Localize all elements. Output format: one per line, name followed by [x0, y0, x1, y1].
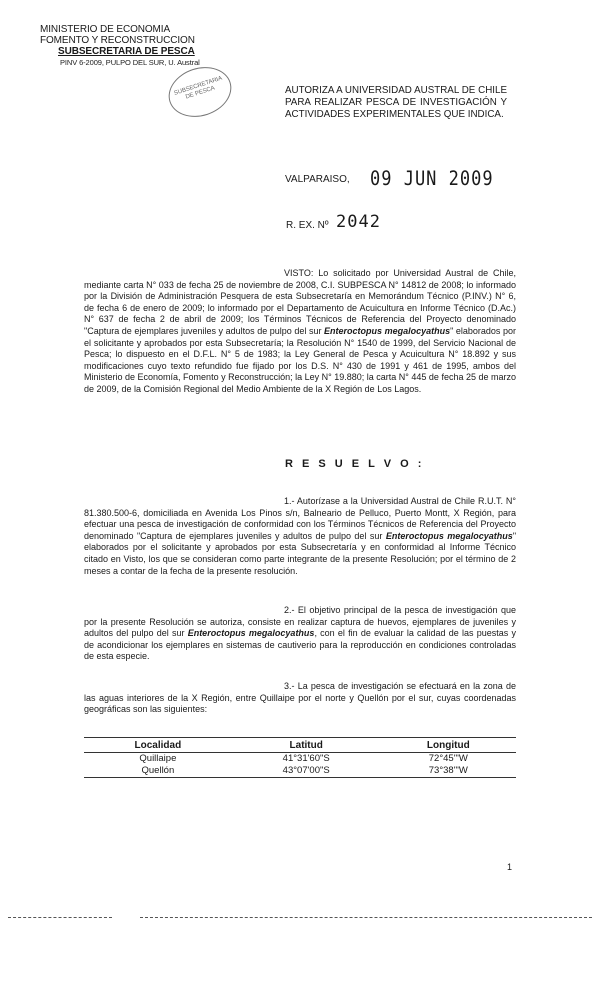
resolution-number: 2042 — [336, 212, 381, 232]
cell-localidad: Quellón — [84, 765, 232, 778]
header-latitud: Latitud — [232, 738, 381, 753]
table-header-row — [84, 738, 516, 753]
article-2 — [84, 605, 516, 663]
page-number: 1 — [507, 862, 513, 872]
cell-longitud: 73°38'"W — [381, 765, 516, 778]
cell-latitud: 43°07'00"S — [232, 765, 381, 778]
article-3 — [84, 681, 516, 716]
visto-paragraph — [84, 268, 516, 396]
official-stamp — [162, 59, 238, 124]
reference-line: PINV 6-2009, PULPO DEL SUR, U. Austral — [60, 58, 200, 67]
place-label: VALPARAISO, — [285, 174, 350, 185]
species-name: Enteroctopus megalocyathus — [324, 325, 451, 336]
article-3-text: 3.- La pesca de investigación se efectuará en la zona de las aguas interiores de la X Región, entre Quillaipe por el norte y Quellón por el sur, cuyas coordenadas geográficas son las siguientes: — [84, 681, 516, 715]
ministry-header — [40, 24, 200, 68]
visto-text-2: " elaborados por el solicitante y aprobados por esta Subsecretaría; la Resolución N° 1540 de 1999, del Servicio Nacional de Pesca; lo dispuesto en el D.F.L. N° 5 de 1983; la Ley General de Pesca y Acuicultura N° 18.892 y sus modificaciones cuyo texto refundido fue fijado por los D.S. N° 430 de 1991 y 461 de 1995, ambos del Ministerio de Economía, Fomento y Reconstrucción; la Ley N° 19.880; la carta N° 445 de fecha 25 de marzo de 2009, de la Comisión Regional del Medio Ambiente de la X Región de Los Lagos. — [84, 325, 516, 394]
ministry-subline: FOMENTO Y RECONSTRUCCION — [40, 35, 195, 46]
date-stamp: 09 JUN 2009 — [370, 167, 494, 191]
table-row — [84, 753, 516, 766]
cell-localidad: Quillaipe — [139, 753, 177, 764]
article-2-text-1: 2.- El objetivo principal de la pesca de investigación que por la presente Resolución se autoriza, consiste en realizar captura de huevos, ejemplares de juveniles y adultos del pulpo del sur — [84, 605, 516, 639]
species-name: Enteroctopus megalocyathus — [385, 530, 513, 541]
article-1 — [84, 496, 516, 577]
stamp-text: SUBSECRETARIA DE PESCA — [173, 75, 224, 101]
article-1-text-2: " elaborados por el solicitante y aprobados por esta Subsecretaría y en conformidad al Informe Técnico citado en Visto, los que se consideran como parte integrante de la presente Resolución; por el término de 2 meses a contar de la fecha de la presente resolución. — [84, 530, 517, 576]
header-localidad: Localidad — [84, 738, 232, 753]
footer-rule-right — [140, 917, 592, 918]
header-longitud: Longitud — [381, 738, 516, 753]
article-2-text-2: , con el fin de evaluar la calidad de las puestas y de acondicionar los ejemplares en sistemas de cautiverio para la reproducción en condiciones controladas de esta especie. — [84, 628, 516, 662]
ministry-line: MINISTERIO DE ECONOMIA — [40, 24, 171, 35]
article-1-text-1: 1.- Autorízase a la Universidad Austral de Chile R.U.T. N° 81.380.500-6, domiciliada en Avenida Los Pinos s/n, Balneario de Pelluco, Puerto Montt, X Región, para efectuar una pesca de investigación de conformidad con los Términos Técnicos de Referencia del Proyecto denominado "Captura de ejemplares juveniles y adultos de pulpo del sur — [84, 496, 516, 541]
cell-longitud: 72°45'"W — [428, 753, 468, 764]
cell-latitud: 41°31'60"S — [282, 753, 330, 764]
visto-text-1: VISTO: Lo solicitado por Universidad Austral de Chile, mediante carta N° 033 de fecha 25 de noviembre de 2008, C.I. SUBPESCA N° 14812 de 2008; lo informado por la División de Administración Pesquera de esta Subsecretaría en Memorándum Técnico (P.INV.) N° 6, de fecha 6 de enero de 2009; lo informado por el Departamento de Acuicultura en Informe Técnico (D.Ac.) N° 637 de fecha 2 de abril de 2009; los Términos Técnicos de Referencia del Proyecto denominado "Captura de ejemplares juveniles y adultos de pulpo del sur — [84, 268, 516, 336]
coordinates-table — [84, 737, 516, 778]
resuelvo-heading: R E S U E L V O : — [285, 458, 425, 470]
resolution-label: R. EX. Nº — [286, 220, 329, 231]
document-title: AUTORIZA A UNIVERSIDAD AUSTRAL DE CHILE PARA REALIZAR PESCA DE INVESTIGACIÓN Y ACTIVIDADES EXPERIMENTALES QUE INDICA. — [285, 85, 507, 120]
table-row — [84, 765, 516, 778]
footer-rule-left — [8, 917, 112, 918]
species-name: Enteroctopus megalocyathus — [187, 628, 315, 639]
subsecretaria-line: SUBSECRETARIA DE PESCA — [58, 46, 195, 57]
